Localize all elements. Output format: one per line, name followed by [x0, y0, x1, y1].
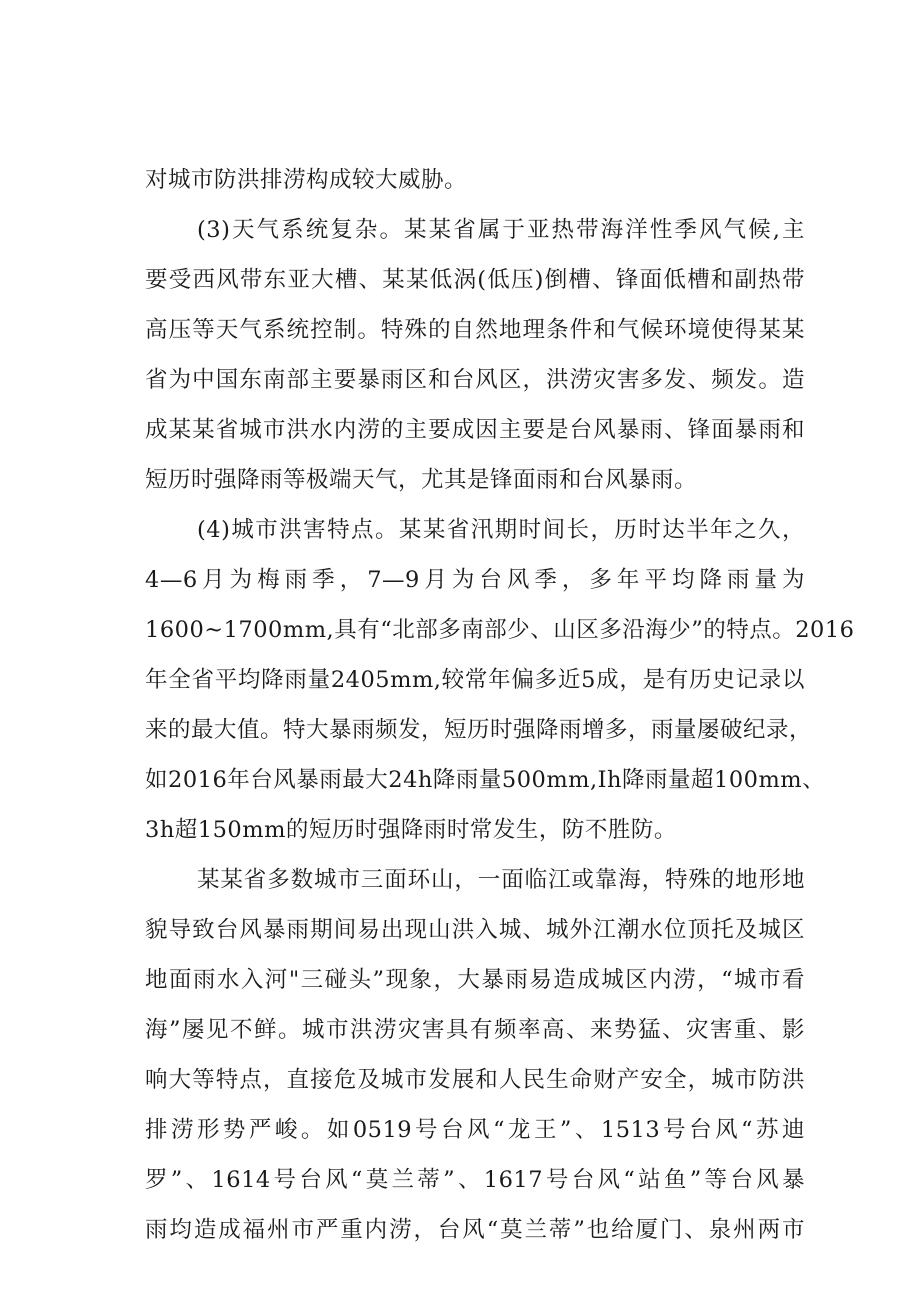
text-line: 短历时强降雨等极端天气，尤其是锋面雨和台风暴雨。: [145, 467, 698, 493]
text-line: 貌导致台风暴雨期间易出现山洪入城、城外江潮水位顶托及城区: [145, 917, 805, 943]
text-line: 排涝形势严峻。如0519号台风“龙王”、1513号台风“苏迪: [145, 1117, 805, 1143]
text-line: 来的最大值。特大暴雨频发，短历时强降雨增多，雨量屡破纪录，: [145, 717, 813, 743]
text-line: 1600~1700mm,具有“北部多南部少、山区多沿海少”的特点。2016: [145, 617, 855, 643]
paragraph-3-start: (3)天气系统复杂。某某省属于亚热带海洋性季风气候,主: [197, 217, 805, 243]
text-line: 省为中国东南部主要暴雨区和台风区，洪涝灾害多发、频发。造: [145, 367, 805, 393]
paragraph-5-start: 某某省多数城市三面环山，一面临江或靠海，特殊的地形地: [197, 867, 805, 893]
text-line: 成某某省城市洪水内涝的主要成因主要是台风暴雨、锋面暴雨和: [145, 417, 805, 443]
text-line: 高压等天气系统控制。特殊的自然地理条件和气候环境使得某某: [145, 317, 805, 343]
text-line: 年全省平均降雨量2405mm,较常年偏多近5成，是有历史记录以: [145, 667, 805, 693]
text-line: 响大等特点，直接危及城市发展和人民生命财产安全，城市防洪: [145, 1067, 805, 1093]
paragraph-4-start: (4)城市洪害特点。某某省汛期时间长，历时达半年之久，: [197, 517, 805, 543]
text-line: 要受西风带东亚大槽、某某低涡(低压)倒槽、锋面低槽和副热带: [145, 267, 805, 293]
text-line: 雨均造成福州市严重内涝，台风“莫兰蒂”也给厦门、泉州两市: [145, 1217, 805, 1243]
text-line: 3h超150mm的短历时强降雨时常发生，防不胜防。: [145, 817, 677, 843]
text-line: 4—6月为梅雨季，7—9月为台风季，多年平均降雨量为: [145, 567, 805, 593]
text-line: 对城市防洪排涝构成较大威胁。: [145, 167, 468, 193]
text-line: 地面雨水入河"三碰头”现象，大暴雨易造成城区内涝，“城市看: [145, 967, 805, 993]
text-line: 海”屡见不鲜。城市洪涝灾害具有频率高、来势猛、灾害重、影: [145, 1017, 805, 1043]
text-line: 如2016年台风暴雨最大24h降雨量500mm,Ih降雨量超100mm、: [145, 767, 826, 793]
text-line: 罗”、1614号台风“莫兰蒂”、1617号台风“站鱼”等台风暴: [145, 1167, 805, 1193]
